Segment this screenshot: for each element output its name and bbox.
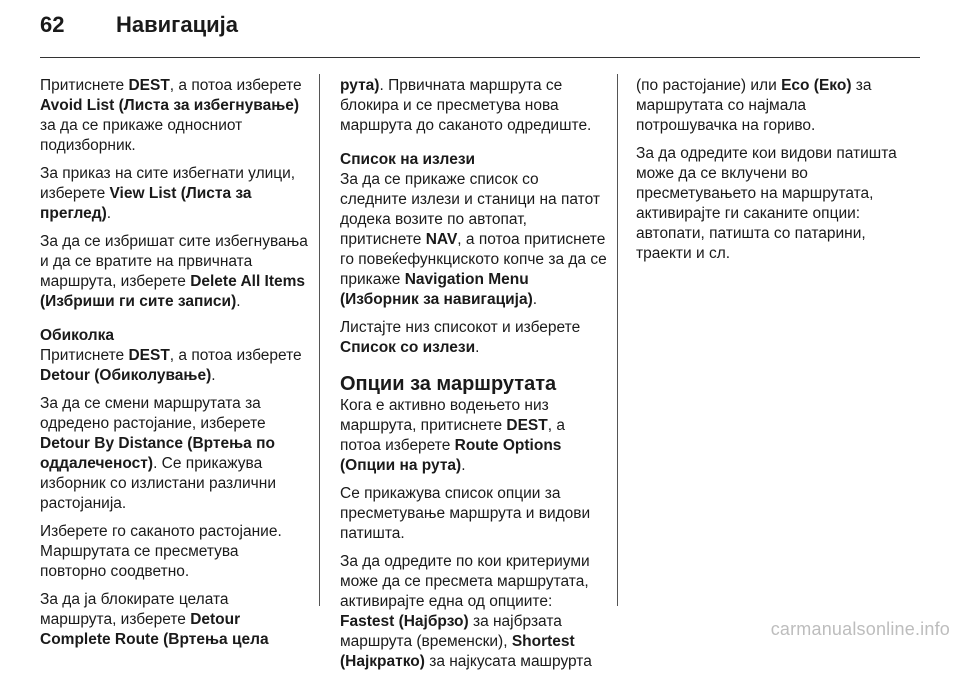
paragraph: За да одредите кои видови патишта може да се вклучени во пресметувањето на маршрутата, активирајте ги саканите опции: автопати, патишта со патарини, траекти и сл. (636, 145, 897, 262)
section-heading-route-options: Опции за маршрутата (340, 373, 557, 395)
page-number: 62 (40, 12, 65, 37)
paragraph: За да се смени маршрутата за одредено растојание, изберете Detour By Distance (Вртења по оддалеченост). Се прикажува изборник со излистани различни растојанија. (40, 395, 276, 512)
paragraph: За да се прикаже список со следните излези и станици на патот додека возите по автопат, притиснете NAV, а потоа притиснете го повеќефункциското копче за да се прикаже Navigation Menu (Изборник за навигација). (340, 171, 607, 308)
column-divider (319, 74, 320, 606)
paragraph: Кога е активно водењето низ маршрута, притиснете DEST, а потоа изберете Route Options (Опции на рута). (340, 397, 565, 474)
paragraph: За да се избришат сите избегнувања и да се вратите на првичната маршрута, изберете Delete All Items (Избриши ги сите записи). (40, 233, 308, 310)
column-divider (617, 74, 618, 606)
paragraph: рута). Првичната маршрута се блокира и се пресметува нова маршрута до саканото одредиште. (340, 77, 592, 134)
column-2 (340, 76, 608, 680)
paragraph: За да ја блокирате целата маршрута, изберете Detour Complete Route (Вртења цела (40, 591, 269, 648)
paragraph: За да одредите по кои критериуми може да се пресмета маршрутата, активирајте една од опциите: Fastest (Најбрзо) за најбрзата маршрута (временски), Shortest (Најкратко) за најкусата машрурта (340, 553, 592, 670)
page-header (40, 12, 238, 52)
section-heading-detour: Обиколка (40, 327, 115, 344)
paragraph: За приказ на сите избегнати улици, изберете View List (Листа за преглед). (40, 165, 296, 222)
paragraph: Се прикажува список опции за пресметување маршрута и видови патишта. (340, 485, 591, 542)
column-3 (636, 76, 906, 272)
paragraph: Притиснете DEST, а потоа изберете Avoid List (Листа за избегнување) за да се прикаже односниот подизборник. (40, 77, 302, 154)
paragraph: (по растојание) или Eco (Еко) за маршрутата со најмала потрошувачка на гориво. (636, 77, 872, 134)
footer-watermark: carmanualsonline.info (770, 619, 950, 639)
column-1 (40, 76, 308, 658)
paragraph: Листајте низ списокот и изберете Список со излези. (340, 319, 581, 356)
section-heading-exits: Список на излези (340, 151, 476, 168)
header-rule (40, 57, 920, 58)
paragraph: Притиснете DEST, а потоа изберете Detour (Обиколување). (40, 347, 302, 384)
page-title: Навигација (116, 12, 238, 37)
paragraph: Изберете го саканото растојание. Маршрутата се пресметува повторно соодветно. (40, 523, 282, 580)
